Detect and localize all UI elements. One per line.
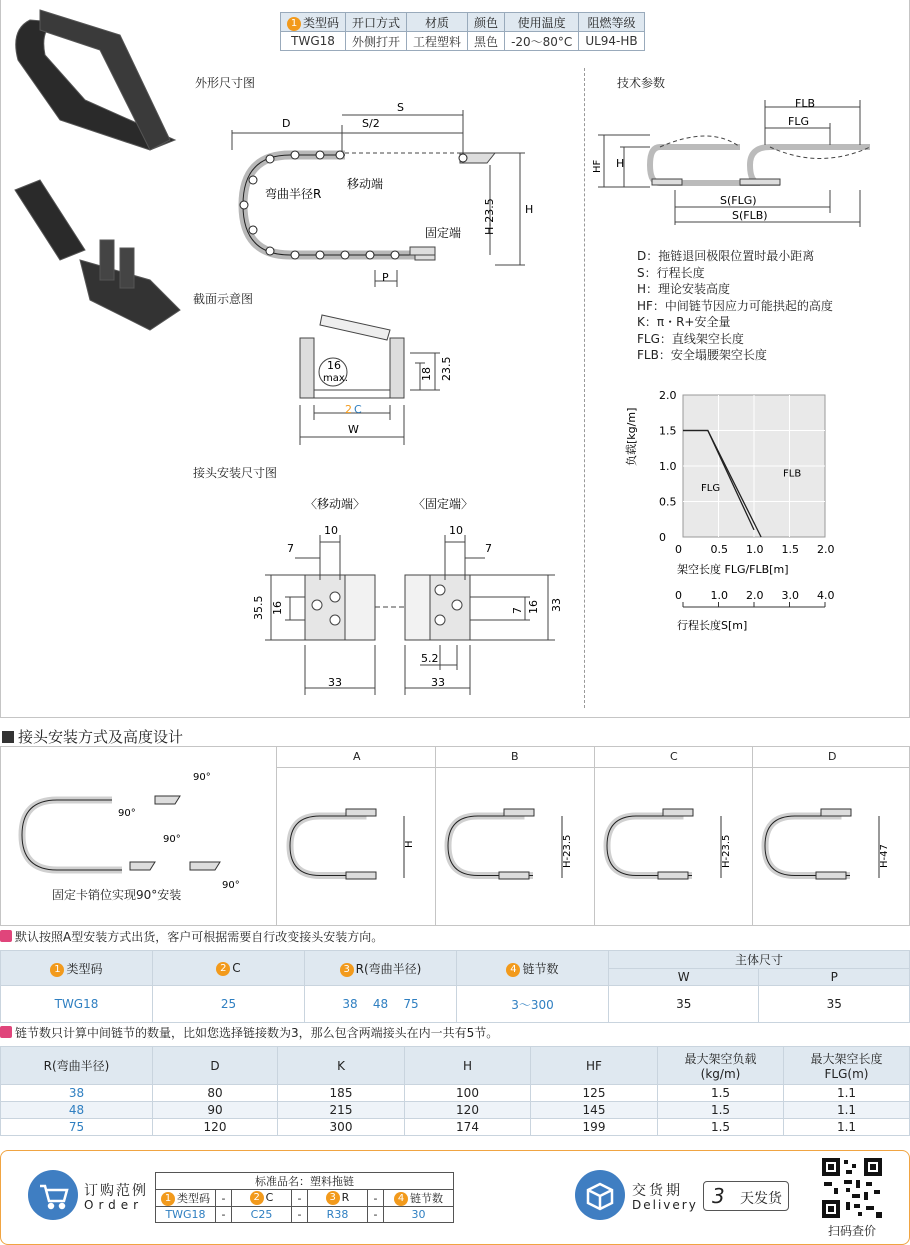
- main-r: 38 48 75: [305, 986, 457, 1023]
- label-C-num: 2: [345, 403, 352, 416]
- label-HF: HF: [592, 159, 603, 173]
- main-header-code: 1 类型码: [1, 951, 153, 986]
- order-dash: -: [368, 1190, 384, 1207]
- legend-item: S：行程长度: [637, 265, 705, 280]
- joint-drawing: [245, 490, 575, 700]
- label-16a: 16: [271, 601, 284, 615]
- joint-piece: [499, 872, 529, 879]
- r-header: R(弯曲半径): [1, 1047, 153, 1085]
- r-header: D: [153, 1047, 278, 1085]
- main-header-r: 3 R(弯曲半径): [305, 951, 457, 986]
- order-field: 4 链节数: [384, 1190, 454, 1207]
- spec-header: 使用温度: [505, 13, 579, 32]
- r-header: H: [405, 1047, 531, 1085]
- height-label: H-23.5: [562, 834, 573, 868]
- legend-item: K：π・R+安全量: [637, 315, 731, 329]
- chain-outline: [448, 816, 533, 876]
- section-drawing: [290, 305, 480, 450]
- angle-label: 90°: [163, 834, 181, 845]
- order-dash: -: [216, 1190, 232, 1207]
- tech-diagram: [590, 95, 890, 235]
- chain-body: [290, 816, 375, 876]
- r-header: HF: [531, 1047, 658, 1085]
- legend-item: FLG：直线架空长度: [637, 331, 744, 346]
- install-section-title: 接头安装方式及高度设计: [2, 726, 183, 747]
- chain-body: [22, 800, 122, 870]
- r-cell: 1.5: [658, 1102, 784, 1119]
- r-header-load: 最大架空负载 (kg/m): [658, 1047, 784, 1085]
- legend-item: H：理论安装高度: [637, 282, 731, 296]
- label-H: H: [525, 203, 534, 216]
- r-cell: 120: [405, 1102, 531, 1119]
- col-B: B: [511, 750, 519, 763]
- label-52: 5.2: [421, 652, 439, 665]
- chart-y-label: 负载[kg/m]: [625, 407, 638, 466]
- label-fixed-end-br: 〈固定端〉: [413, 497, 474, 511]
- label-FLB: FLB: [795, 97, 816, 110]
- chain-body: [765, 816, 850, 876]
- label-S2: S/2: [362, 117, 380, 130]
- chain-outline: [22, 800, 122, 870]
- delivery-days: 3: [712, 1184, 725, 1208]
- main-w: 35: [609, 986, 759, 1023]
- label-7c: 7: [511, 607, 524, 614]
- label-h235: 23.5: [440, 356, 453, 381]
- chart-series-label-flb: FLB: [783, 468, 802, 480]
- chart-y-tick: 1.0: [659, 460, 677, 473]
- joint-piece: [816, 872, 846, 879]
- label-moving-end-br: 〈移动端〉: [305, 497, 366, 511]
- col-A: A: [353, 750, 361, 763]
- chart-y-tick: 0: [659, 531, 666, 544]
- spec-header: 阻燃等级: [579, 13, 644, 32]
- product-photo: [0, 0, 190, 340]
- chain-outline: [607, 816, 692, 876]
- outline-drawing: [225, 95, 545, 295]
- label-fixed-end: 固定端: [425, 226, 462, 240]
- main-code: TWG18: [1, 986, 153, 1023]
- r-cell: 100: [405, 1085, 531, 1102]
- joint-piece: [658, 872, 688, 879]
- label-S-FLB: S(FLB): [732, 209, 768, 222]
- label-W: W: [348, 423, 359, 436]
- joint-piece: [346, 809, 376, 816]
- r-cell: 300: [278, 1119, 405, 1136]
- r-cell: 38: [1, 1085, 153, 1102]
- main-p: 35: [759, 986, 910, 1023]
- r-cell: 120: [153, 1119, 278, 1136]
- chart-x-tick: 1.0: [746, 543, 764, 556]
- chart-y-tick: 2.0: [659, 389, 677, 402]
- spec-header: 开口方式: [346, 13, 407, 32]
- order-value: R38: [308, 1207, 368, 1223]
- label-10b: 10: [449, 524, 463, 537]
- angle-label: 90°: [193, 772, 211, 783]
- install-caption: 固定卡销位实现90°安装: [52, 888, 182, 902]
- r-cell: 174: [405, 1119, 531, 1136]
- label-33b: 33: [431, 676, 445, 689]
- tech-title: 技术参数: [617, 76, 666, 90]
- main-links: 3～300: [457, 986, 609, 1023]
- spec-value: -20～80°C: [505, 32, 579, 51]
- chart-x2-tick: 4.0: [817, 589, 835, 602]
- order-dash: -: [216, 1207, 232, 1223]
- main-c: 25: [153, 986, 305, 1023]
- label-H235: H-23.5: [483, 198, 496, 235]
- main-header-links: 4 链节数: [457, 951, 609, 986]
- order-dash: -: [368, 1207, 384, 1223]
- joint-piece: [190, 862, 220, 870]
- note-2: 链节数只计算中间链节的数量，比如您选择链接数为3，那么包含两端接头在内一共有5节。: [0, 1024, 498, 1041]
- label-FLG: FLG: [788, 115, 809, 128]
- main-header-c: 2 C: [153, 951, 305, 986]
- chart-y-tick: 0.5: [659, 495, 677, 509]
- r-header-length: 最大架空长度 FLG(m): [784, 1047, 910, 1085]
- chart-x2-tick: 3.0: [781, 589, 799, 602]
- label-16b: 16: [527, 600, 540, 614]
- label-P: P: [382, 271, 389, 284]
- chart-x2-tick: 1.0: [710, 589, 728, 602]
- chart-x-label: 架空长度 FLG/FLB[m]: [677, 563, 789, 576]
- delivery-label-en: Delivery: [632, 1198, 698, 1212]
- joint-piece: [346, 872, 376, 879]
- chart-series-label-flg: FLG: [701, 482, 721, 494]
- main-header-w: W: [609, 969, 759, 986]
- height-label: H-47: [879, 844, 890, 868]
- label-33a: 33: [328, 676, 342, 689]
- r-cell: 125: [531, 1085, 658, 1102]
- r-cell: 80: [153, 1085, 278, 1102]
- r-table: [0, 1046, 910, 1136]
- delivery-icon: [575, 1170, 625, 1220]
- r-cell: 1.1: [784, 1085, 910, 1102]
- order-std-name: 标准品名：塑料拖链: [156, 1173, 454, 1190]
- legend-item: D：拖链退回极限位置时最小距离: [637, 249, 815, 263]
- label-33c: 33: [550, 598, 563, 612]
- order-dash: -: [292, 1190, 308, 1207]
- height-label: H-23.5: [721, 834, 732, 868]
- legend-item: FLB：安全塌腰架空长度: [637, 348, 767, 362]
- label-7b: 7: [485, 542, 492, 555]
- r-cell: 215: [278, 1102, 405, 1119]
- r-cell: 199: [531, 1119, 658, 1136]
- chain-outline: [765, 816, 850, 876]
- label-355: 35.5: [252, 595, 265, 620]
- main-header-body: 主体尺寸: [609, 951, 910, 969]
- load-chart: [615, 385, 845, 645]
- order-label-en: Order: [84, 1198, 144, 1212]
- order-field: 2 C: [232, 1190, 292, 1207]
- chart-x2-tick: 0: [675, 589, 682, 602]
- spec-header-code: 1 类型码: [281, 13, 346, 32]
- chain-body: [448, 816, 533, 876]
- label-S: S: [397, 101, 404, 114]
- label-max: max.: [323, 373, 348, 384]
- label-10a: 10: [324, 524, 338, 537]
- order-dash: -: [292, 1207, 308, 1223]
- divider: [584, 68, 585, 708]
- scan-label: 扫码查价: [828, 1224, 877, 1238]
- order-value: 30: [384, 1207, 454, 1223]
- legend: [637, 247, 833, 363]
- delivery-badge: [703, 1181, 789, 1211]
- order-value: TWG18: [156, 1207, 216, 1223]
- label-bend-radius: 弯曲半径R: [265, 187, 322, 201]
- spec-value: 外侧打开: [346, 32, 407, 51]
- chart-x-tick: 0.5: [710, 543, 728, 556]
- r-cell: 1.1: [784, 1102, 910, 1119]
- angle-label: 90°: [118, 808, 136, 819]
- joint-diagram-title: 接头安装尺寸图: [193, 466, 278, 480]
- spec-value: 黑色: [468, 32, 505, 51]
- order-value: C25: [232, 1207, 292, 1223]
- order-field: 3 R: [308, 1190, 368, 1207]
- label-moving-end: 移动端: [347, 177, 384, 191]
- delivery-label: 交货期: [632, 1183, 683, 1199]
- label-16: 16: [327, 359, 341, 372]
- main-header-p: P: [759, 969, 910, 986]
- spec-value-code: TWG18: [281, 32, 346, 51]
- label-C: C: [354, 403, 362, 416]
- main-table: [0, 950, 910, 1023]
- r-header: K: [278, 1047, 405, 1085]
- label-h18: 18: [420, 367, 433, 381]
- joint-piece: [130, 862, 155, 870]
- angle-label: 90°: [222, 880, 240, 891]
- chart-x2-tick: 2.0: [746, 589, 764, 602]
- r-cell: 48: [1, 1102, 153, 1119]
- label-7a: 7: [287, 542, 294, 555]
- note-1: 默认按照A型安装方式出货，客户可根据需要自行改变接头安装方向。: [0, 928, 383, 945]
- joint-piece: [663, 809, 693, 816]
- chart-x-tick: 2.0: [817, 543, 835, 556]
- legend-item: HF：中间链节因应力可能拱起的高度: [637, 298, 833, 313]
- chart-x-tick: 0: [675, 543, 682, 556]
- spec-value: 工程塑料: [407, 32, 468, 51]
- delivery-days-text: 天发货: [740, 1191, 782, 1207]
- chart-x2-label: 行程长度S[m]: [677, 619, 748, 632]
- label-Hs: H: [616, 157, 625, 170]
- order-table: [155, 1172, 454, 1223]
- qr-code: [822, 1158, 882, 1218]
- joint-piece: [155, 796, 180, 804]
- r-cell: 145: [531, 1102, 658, 1119]
- chain-outline: [290, 816, 375, 876]
- label-D: D: [282, 117, 291, 130]
- chain-body: [607, 816, 692, 876]
- order-field: 1 类型码: [156, 1190, 216, 1207]
- outline-title: 外形尺寸图: [195, 76, 256, 90]
- spec-header: 材质: [407, 13, 468, 32]
- r-cell: 90: [153, 1102, 278, 1119]
- order-label: 订购范例: [84, 1183, 148, 1199]
- r-cell: 1.1: [784, 1119, 910, 1136]
- section-diagram-title: 截面示意图: [193, 292, 254, 306]
- r-cell: 1.5: [658, 1119, 784, 1136]
- chart-x-tick: 1.5: [781, 543, 799, 556]
- cart-icon: [28, 1170, 78, 1220]
- spec-value: UL94-HB: [579, 32, 644, 51]
- r-cell: 75: [1, 1119, 153, 1136]
- r-cell: 1.5: [658, 1085, 784, 1102]
- height-label: H: [404, 840, 415, 848]
- label-S-FLG: S(FLG): [720, 194, 757, 207]
- col-D: D: [828, 750, 837, 763]
- spec-header: 颜色: [468, 13, 505, 32]
- chart-y-tick: 1.5: [659, 424, 677, 438]
- joint-piece: [821, 809, 851, 816]
- joint-piece: [504, 809, 534, 816]
- r-cell: 185: [278, 1085, 405, 1102]
- col-C: C: [670, 750, 678, 763]
